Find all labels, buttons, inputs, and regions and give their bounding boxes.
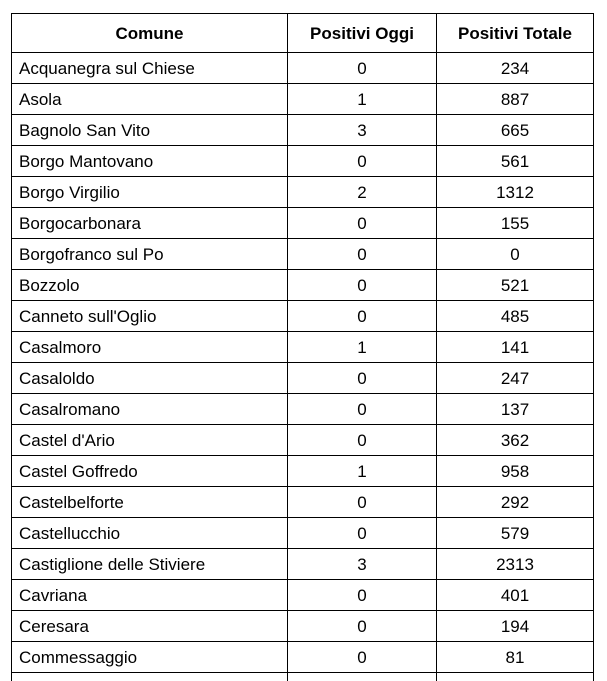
cell-comune: Bozzolo bbox=[12, 270, 288, 301]
table-row bbox=[12, 580, 594, 611]
cell-comune: Bagnolo San Vito bbox=[12, 115, 288, 146]
cell-positivi-totale: 247 bbox=[437, 363, 594, 394]
cell-comune: Cavriana bbox=[12, 580, 288, 611]
cell-positivi-totale: 292 bbox=[437, 487, 594, 518]
cell-comune: Ceresara bbox=[12, 611, 288, 642]
cell-positivi-oggi: 3 bbox=[288, 115, 437, 146]
cell-comune: Commessaggio bbox=[12, 642, 288, 673]
cell-positivi-totale: 137 bbox=[437, 394, 594, 425]
cell-positivi-oggi: 0 bbox=[288, 580, 437, 611]
cell-positivi-totale: 958 bbox=[437, 456, 594, 487]
cell-comune: Casalromano bbox=[12, 394, 288, 425]
table-row bbox=[12, 208, 594, 239]
table-row bbox=[12, 425, 594, 456]
cell-positivi-oggi: 0 bbox=[288, 239, 437, 270]
table-row bbox=[12, 177, 594, 208]
cell-comune: Casaloldo bbox=[12, 363, 288, 394]
table-row bbox=[12, 611, 594, 642]
cell-positivi-oggi: 0 bbox=[288, 363, 437, 394]
table-row bbox=[12, 332, 594, 363]
cell-positivi-oggi: 0 bbox=[288, 208, 437, 239]
cell-positivi-oggi: 0 bbox=[288, 270, 437, 301]
cell-positivi-oggi: 0 bbox=[288, 301, 437, 332]
table-row bbox=[12, 270, 594, 301]
cell-comune: Casalmoro bbox=[12, 332, 288, 363]
cell-positivi-totale: 2313 bbox=[437, 549, 594, 580]
cell-positivi-oggi: 1 bbox=[288, 84, 437, 115]
cell-comune: Borgocarbonara bbox=[12, 208, 288, 239]
cell-positivi-totale: 579 bbox=[437, 518, 594, 549]
data-sheet bbox=[11, 13, 594, 681]
table-row bbox=[12, 363, 594, 394]
cell-positivi-totale: 81 bbox=[437, 642, 594, 673]
table-row bbox=[12, 642, 594, 673]
cell-positivi-totale: 362 bbox=[437, 425, 594, 456]
cell-positivi-totale: 0 bbox=[437, 239, 594, 270]
cell-comune: Borgo Mantovano bbox=[12, 146, 288, 177]
header-comune: Comune bbox=[12, 14, 288, 53]
table-row bbox=[12, 115, 594, 146]
table-row bbox=[12, 301, 594, 332]
cell-comune: Castiglione delle Stiviere bbox=[12, 549, 288, 580]
cell-positivi-totale: 521 bbox=[437, 270, 594, 301]
header-positivi-oggi: Positivi Oggi bbox=[288, 14, 437, 53]
table-row bbox=[12, 53, 594, 84]
header-positivi-totale: Positivi Totale bbox=[437, 14, 594, 53]
cell-positivi-totale: 887 bbox=[437, 84, 594, 115]
cell-comune: Borgofranco sul Po bbox=[12, 239, 288, 270]
cell-comune: Castellucchio bbox=[12, 518, 288, 549]
cell-positivi-oggi: 0 bbox=[288, 425, 437, 456]
cell-positivi-oggi: 3 bbox=[288, 549, 437, 580]
cell-positivi-totale: 155 bbox=[437, 208, 594, 239]
cell-positivi-totale: 401 bbox=[437, 580, 594, 611]
table-row bbox=[12, 518, 594, 549]
cell-positivi-oggi: 0 bbox=[288, 611, 437, 642]
cell-positivi-oggi: 2 bbox=[288, 177, 437, 208]
cell-positivi-totale: 485 bbox=[437, 301, 594, 332]
cell-positivi-oggi: 0 bbox=[288, 518, 437, 549]
cell-comune: Acquanegra sul Chiese bbox=[12, 53, 288, 84]
cell-comune: Castelbelforte bbox=[12, 487, 288, 518]
cell-positivi-totale: 141 bbox=[437, 332, 594, 363]
cell-positivi-oggi: 0 bbox=[288, 642, 437, 673]
cell-comune: Borgo Virgilio bbox=[12, 177, 288, 208]
table-row bbox=[12, 487, 594, 518]
table-row bbox=[12, 549, 594, 580]
cell-comune: Asola bbox=[12, 84, 288, 115]
header-row bbox=[12, 14, 594, 53]
cell-positivi-oggi: 0 bbox=[288, 53, 437, 84]
table-row bbox=[12, 146, 594, 177]
cell-positivi-oggi: 0 bbox=[288, 394, 437, 425]
cell-comune: Castel Goffredo bbox=[12, 456, 288, 487]
cell-positivi-oggi: 1 bbox=[288, 456, 437, 487]
cell-comune: Canneto sull'Oglio bbox=[12, 301, 288, 332]
cell-positivi-totale: 234 bbox=[437, 53, 594, 84]
cell-positivi-totale: 1312 bbox=[437, 177, 594, 208]
table-body bbox=[12, 53, 594, 681]
cell-positivi-totale: 665 bbox=[437, 115, 594, 146]
positivi-table bbox=[11, 13, 594, 681]
table-row bbox=[12, 239, 594, 270]
cell-positivi-oggi: 1 bbox=[288, 332, 437, 363]
table-row bbox=[12, 84, 594, 115]
cell-positivi-totale: 561 bbox=[437, 146, 594, 177]
cell-positivi-oggi: 0 bbox=[288, 487, 437, 518]
table-row bbox=[12, 456, 594, 487]
cell-comune: Castel d'Ario bbox=[12, 425, 288, 456]
table-row bbox=[12, 394, 594, 425]
cell-positivi-totale: 194 bbox=[437, 611, 594, 642]
cell-positivi-oggi: 0 bbox=[288, 146, 437, 177]
